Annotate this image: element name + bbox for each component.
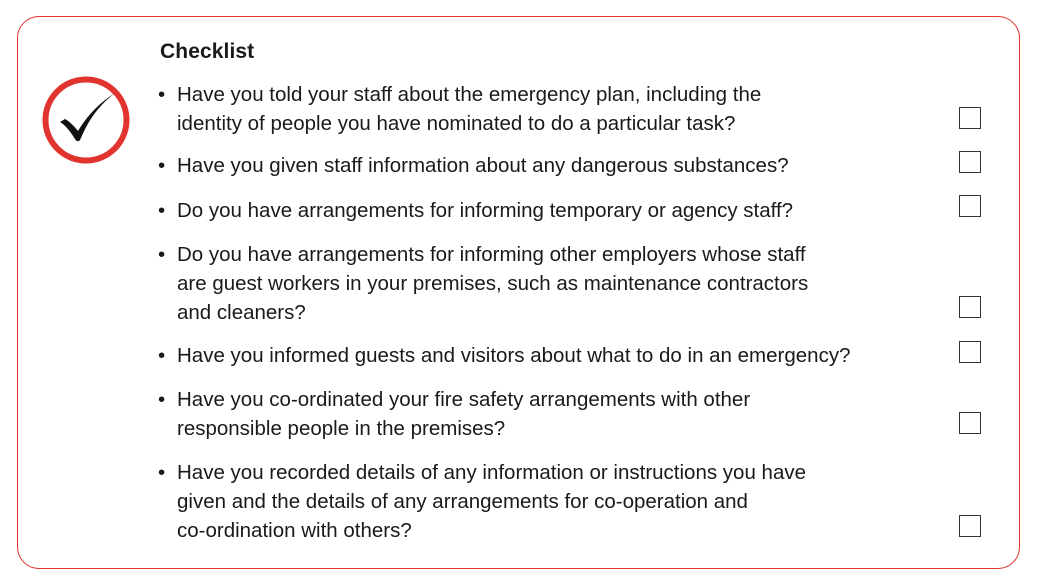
checklist-item [158, 458, 938, 545]
checklist-item [158, 196, 938, 225]
checklist-item [158, 341, 938, 370]
checkmark-circle-icon [41, 75, 131, 165]
item-text: Have you given staff information about any dangerous substances? [177, 154, 789, 177]
item-text: Have you informed guests and visitors about what to do in an emergency? [177, 344, 851, 367]
bullet: • [158, 83, 166, 106]
item-text: responsible people in the premises? [177, 417, 506, 440]
item-text: are guest workers in your premises, such as maintenance contractors [177, 272, 809, 295]
item-text: Do you have arrangements for informing temporary or agency staff? [177, 199, 794, 222]
item-line [158, 385, 938, 414]
bullet: • [158, 199, 166, 222]
bullet: • [158, 461, 166, 484]
item-text: Have you recorded details of any information or instructions you have [177, 461, 807, 484]
item-text: co-ordination with others? [177, 519, 412, 542]
bullet: • [158, 344, 166, 367]
bullet: • [158, 154, 166, 177]
item-text: Have you told your staff about the emergency plan, including the [177, 83, 762, 106]
checkbox[interactable] [959, 515, 981, 537]
item-text: Have you co-ordinated your fire safety arrangements with other [177, 388, 751, 411]
checkbox[interactable] [959, 151, 981, 173]
item-line [158, 80, 938, 109]
item-line [158, 414, 938, 443]
checklist-item [158, 151, 938, 180]
item-text: identity of people you have nominated to do a particular task? [177, 112, 736, 135]
item-line [158, 298, 938, 327]
checklist-title: Checklist [160, 40, 255, 63]
checkbox[interactable] [959, 341, 981, 363]
item-line [158, 516, 938, 545]
item-text: Do you have arrangements for informing other employers whose staff [177, 243, 806, 266]
checkbox[interactable] [959, 296, 981, 318]
item-text: given and the details of any arrangements for co-operation and [177, 490, 748, 513]
checklist-item [158, 240, 938, 327]
checkbox[interactable] [959, 412, 981, 434]
item-text: and cleaners? [177, 301, 306, 324]
bullet: • [158, 243, 166, 266]
item-line [158, 196, 938, 225]
bullet: • [158, 388, 166, 411]
checklist-item [158, 80, 938, 138]
item-line [158, 109, 938, 138]
checkbox[interactable] [959, 195, 981, 217]
checkbox[interactable] [959, 107, 981, 129]
item-line [158, 458, 938, 487]
item-line [158, 240, 938, 269]
item-line [158, 269, 938, 298]
item-line [158, 341, 938, 370]
item-line [158, 151, 938, 180]
checklist-item [158, 385, 938, 443]
item-line [158, 487, 938, 516]
